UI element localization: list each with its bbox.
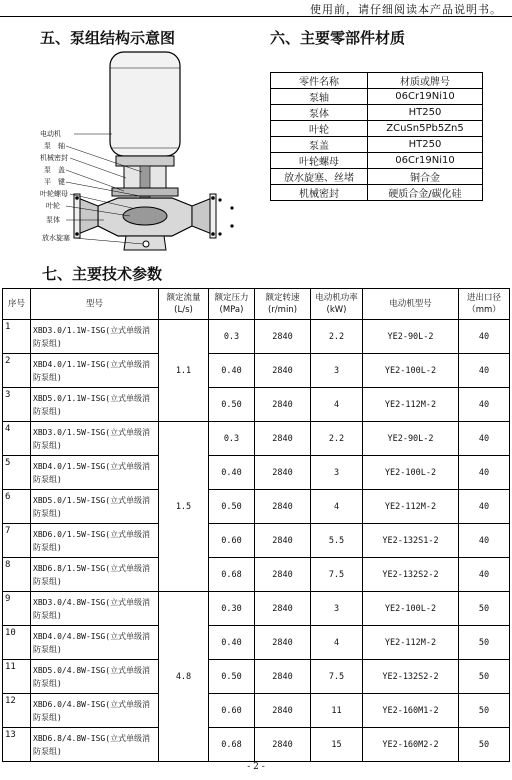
speed-cell: 2840 — [255, 592, 311, 626]
pressure-cell: 0.3 — [209, 422, 255, 456]
row-number: 6 — [3, 490, 31, 524]
material-part: 叶轮 — [271, 121, 368, 137]
pressure-cell: 0.50 — [209, 490, 255, 524]
diameter-cell: 40 — [459, 558, 510, 592]
table-row — [3, 558, 510, 592]
specs-table-body — [3, 320, 510, 762]
row-number: 3 — [3, 388, 31, 422]
diameter-cell: 50 — [459, 694, 510, 728]
col-header-flow: 额定流量(L/s) — [159, 289, 209, 320]
power-cell: 4 — [311, 490, 363, 524]
table-row — [3, 320, 510, 354]
material-grade: HT250 — [368, 137, 483, 153]
power-cell: 2.2 — [311, 320, 363, 354]
model-cell: XBD6.0/4.8W-ISG(立式单级消防泵组) — [31, 694, 159, 728]
speed-cell: 2840 — [255, 728, 311, 762]
model-cell: XBD3.0/1.5W-ISG(立式单级消防泵组) — [31, 422, 159, 456]
material-grade: 06Cr19Ni10 — [368, 153, 483, 169]
model-cell: XBD4.0/4.8W-ISG(立式单级消防泵组) — [31, 626, 159, 660]
table-row — [3, 422, 510, 456]
model-cell: XBD3.0/1.1W-ISG(立式单级消防泵组) — [31, 320, 159, 354]
model-cell: XBD3.0/4.8W-ISG(立式单级消防泵组) — [31, 592, 159, 626]
power-cell: 3 — [311, 456, 363, 490]
table-row — [3, 388, 510, 422]
section5-title: 五、泵组结构示意图 — [40, 29, 176, 47]
power-cell: 7.5 — [311, 660, 363, 694]
flow-cell: 1.5 — [159, 422, 209, 592]
col-header-speed: 额定转速(r/min) — [255, 289, 311, 320]
motor-cell: YE2-132S2-2 — [363, 660, 459, 694]
materials-header-row — [271, 73, 483, 89]
diameter-cell: 40 — [459, 422, 510, 456]
pump-structure-diagram — [40, 48, 270, 260]
motor-cell: YE2-100L-2 — [363, 354, 459, 388]
materials-table — [270, 72, 483, 201]
model-cell: XBD4.0/1.5W-ISG(立式单级消防泵组) — [31, 456, 159, 490]
diameter-cell: 40 — [459, 320, 510, 354]
speed-cell: 2840 — [255, 320, 311, 354]
pressure-cell: 0.40 — [209, 456, 255, 490]
diameter-cell: 40 — [459, 490, 510, 524]
diameter-cell: 50 — [459, 728, 510, 762]
speed-cell: 2840 — [255, 524, 311, 558]
material-grade: 铜合金 — [368, 169, 483, 185]
diameter-cell: 40 — [459, 524, 510, 558]
header-note: 使用前，请仔细阅读本产品说明书。 — [310, 3, 502, 16]
col-header-model: 型号 — [31, 289, 159, 320]
power-cell: 4 — [311, 388, 363, 422]
flow-cell: 1.1 — [159, 320, 209, 422]
material-grade: 06Cr19Ni10 — [368, 89, 483, 105]
diameter-cell: 40 — [459, 456, 510, 490]
speed-cell: 2840 — [255, 354, 311, 388]
material-part: 叶轮螺母 — [271, 153, 368, 169]
material-grade: ZCuSn5Pb5Zn5 — [368, 121, 483, 137]
motor-cell: YE2-100L-2 — [363, 592, 459, 626]
motor-cell: YE2-160M2-2 — [363, 728, 459, 762]
speed-cell: 2840 — [255, 660, 311, 694]
material-part: 机械密封 — [271, 185, 368, 201]
table-row — [3, 626, 510, 660]
material-grade: 硬质合金/碳化硅 — [368, 185, 483, 201]
col-header-diameter: 进出口径（mm） — [459, 289, 510, 320]
row-number: 4 — [3, 422, 31, 456]
motor-cell: YE2-100L-2 — [363, 456, 459, 490]
material-part: 放水旋塞、丝堵 — [271, 169, 368, 185]
power-cell: 15 — [311, 728, 363, 762]
row-number: 9 — [3, 592, 31, 626]
materials-table-body — [271, 73, 483, 201]
model-cell: XBD5.0/1.5W-ISG(立式单级消防泵组) — [31, 490, 159, 524]
label-impeller: 叶轮 — [46, 202, 60, 210]
motor-cell: YE2-90L-2 — [363, 422, 459, 456]
label-shaft: 泵 轴 — [44, 142, 65, 150]
specs-table — [2, 288, 510, 762]
label-pump-cover: 泵 盖 — [44, 166, 65, 174]
row-number: 5 — [3, 456, 31, 490]
table-row — [3, 592, 510, 626]
section6-title: 六、主要零部件材质 — [270, 29, 406, 47]
speed-cell: 2840 — [255, 388, 311, 422]
motor-cell: YE2-90L-2 — [363, 320, 459, 354]
motor-cell: YE2-132S2-2 — [363, 558, 459, 592]
diameter-cell: 50 — [459, 626, 510, 660]
model-cell: XBD6.0/1.5W-ISG(立式单级消防泵组) — [31, 524, 159, 558]
table-row — [3, 728, 510, 762]
table-row — [3, 354, 510, 388]
diameter-cell: 40 — [459, 354, 510, 388]
col-header-power: 电动机功率(kW) — [311, 289, 363, 320]
table-row — [3, 660, 510, 694]
col-header-motor: 电动机型号 — [363, 289, 459, 320]
pressure-cell: 0.50 — [209, 388, 255, 422]
diameter-cell: 50 — [459, 660, 510, 694]
materials-row — [271, 153, 483, 169]
speed-cell: 2840 — [255, 422, 311, 456]
row-number: 2 — [3, 354, 31, 388]
material-part: 泵盖 — [271, 137, 368, 153]
material-part: 泵轴 — [271, 89, 368, 105]
pressure-cell: 0.30 — [209, 592, 255, 626]
power-cell: 5.5 — [311, 524, 363, 558]
materials-row — [271, 169, 483, 185]
diameter-cell: 50 — [459, 592, 510, 626]
row-number: 7 — [3, 524, 31, 558]
motor-cell: YE2-112M-2 — [363, 388, 459, 422]
materials-header-part: 零件名称 — [271, 73, 368, 89]
motor-cell: YE2-132S1-2 — [363, 524, 459, 558]
motor-cell: YE2-160M1-2 — [363, 694, 459, 728]
label-impeller-nut: 叶轮螺母 — [40, 190, 68, 198]
material-part: 泵体 — [271, 105, 368, 121]
specs-header-row — [3, 289, 510, 320]
pressure-cell: 0.60 — [209, 694, 255, 728]
materials-row — [271, 137, 483, 153]
materials-row — [271, 185, 483, 201]
speed-cell: 2840 — [255, 456, 311, 490]
speed-cell: 2840 — [255, 626, 311, 660]
model-cell: XBD4.0/1.1W-ISG(立式单级消防泵组) — [31, 354, 159, 388]
motor-cell: YE2-112M-2 — [363, 490, 459, 524]
pressure-cell: 0.3 — [209, 320, 255, 354]
materials-header-material: 材质或牌号 — [368, 73, 483, 89]
table-row — [3, 456, 510, 490]
speed-cell: 2840 — [255, 490, 311, 524]
model-cell: XBD6.8/4.8W-ISG(立式单级消防泵组) — [31, 728, 159, 762]
pump-drawing — [40, 48, 270, 260]
table-row — [3, 524, 510, 558]
row-number: 1 — [3, 320, 31, 354]
speed-cell: 2840 — [255, 694, 311, 728]
table-row — [3, 490, 510, 524]
power-cell: 11 — [311, 694, 363, 728]
label-flat-key: 平 键 — [44, 178, 65, 186]
col-header-pressure: 额定压力(MPa) — [209, 289, 255, 320]
row-number: 12 — [3, 694, 31, 728]
label-pump-body: 泵体 — [46, 216, 60, 224]
power-cell: 3 — [311, 354, 363, 388]
section7-title: 七、主要技术参数 — [42, 265, 163, 283]
model-cell: XBD6.8/1.5W-ISG(立式单级消防泵组) — [31, 558, 159, 592]
header-rule — [0, 16, 512, 17]
page-number: - 2 - — [247, 762, 265, 772]
materials-row — [271, 121, 483, 137]
pressure-cell: 0.68 — [209, 728, 255, 762]
motor-cell: YE2-112M-2 — [363, 626, 459, 660]
row-number: 13 — [3, 728, 31, 762]
material-grade: HT250 — [368, 105, 483, 121]
materials-row — [271, 105, 483, 121]
row-number: 8 — [3, 558, 31, 592]
col-header-no: 序号 — [3, 289, 31, 320]
power-cell: 7.5 — [311, 558, 363, 592]
power-cell: 3 — [311, 592, 363, 626]
materials-row — [271, 89, 483, 105]
pressure-cell: 0.40 — [209, 626, 255, 660]
diameter-cell: 40 — [459, 388, 510, 422]
flow-cell: 4.8 — [159, 592, 209, 762]
pressure-cell: 0.50 — [209, 660, 255, 694]
power-cell: 4 — [311, 626, 363, 660]
row-number: 11 — [3, 660, 31, 694]
table-row — [3, 694, 510, 728]
pressure-cell: 0.60 — [209, 524, 255, 558]
label-mechanical-seal: 机械密封 — [40, 154, 68, 162]
pressure-cell: 0.68 — [209, 558, 255, 592]
power-cell: 2.2 — [311, 422, 363, 456]
model-cell: XBD5.0/4.8W-ISG(立式单级消防泵组) — [31, 660, 159, 694]
speed-cell: 2840 — [255, 558, 311, 592]
label-drain-plug: 放水旋塞 — [42, 234, 70, 242]
row-number: 10 — [3, 626, 31, 660]
model-cell: XBD5.0/1.1W-ISG(立式单级消防泵组) — [31, 388, 159, 422]
pressure-cell: 0.40 — [209, 354, 255, 388]
label-motor: 电动机 — [40, 130, 61, 138]
